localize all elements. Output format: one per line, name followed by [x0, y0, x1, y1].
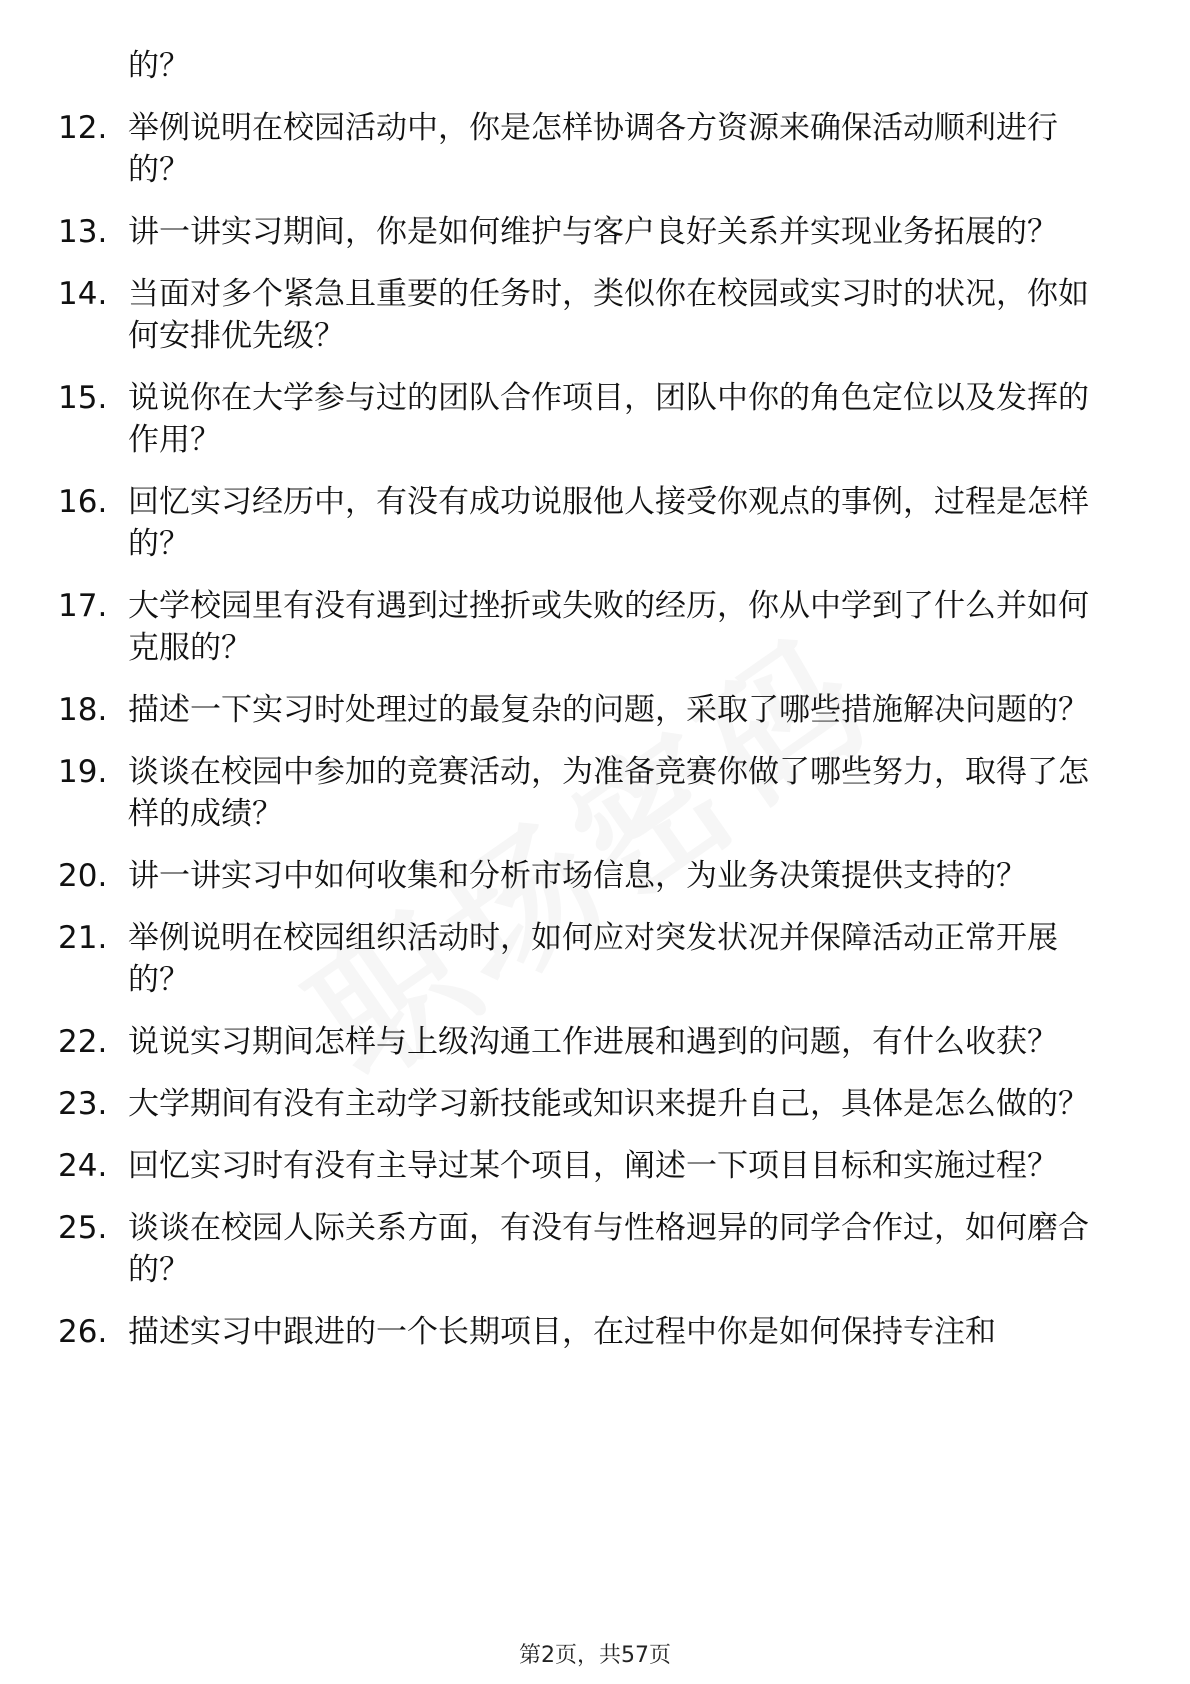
list-item [58, 1311, 1118, 1353]
list-item [58, 273, 1118, 357]
list-item [58, 1083, 1118, 1125]
item-text: 说说实习期间怎样与上级沟通工作进展和遇到的问题，有什么收获？ [128, 1024, 1058, 1060]
item-number: 16. [58, 484, 108, 520]
item-number: 21. [58, 920, 108, 956]
list-item [58, 689, 1118, 731]
list-item [58, 585, 1118, 669]
list-item [58, 751, 1118, 835]
item-text: 当面对多个紧急且重要的任务时，类似你在校园或实习时的状况，你如何安排优先级？ [128, 276, 1089, 354]
item-number: 13. [58, 214, 108, 250]
item-number: 22. [58, 1024, 108, 1060]
list-item [58, 377, 1118, 461]
item-text: 谈谈在校园中参加的竞赛活动，为准备竞赛你做了哪些努力，取得了怎样的成绩？ [128, 754, 1089, 832]
item-number: 17. [58, 588, 108, 624]
item-text: 举例说明在校园组织活动时，如何应对突发状况并保障活动正常开展的？ [128, 920, 1058, 998]
page-footer: 第2页，共57页 [519, 1643, 671, 1668]
list-item [58, 481, 1118, 565]
list-item [58, 1145, 1118, 1187]
item-text: 讲一讲实习中如何收集和分析市场信息，为业务决策提供支持的？ [128, 858, 1027, 894]
item-number: 26. [58, 1314, 108, 1350]
list-item [58, 107, 1118, 191]
item-number: 15. [58, 380, 108, 416]
item-text: 描述一下实习时处理过的最复杂的问题，采取了哪些措施解决问题的？ [128, 692, 1089, 728]
item-text: 举例说明在校园活动中，你是怎样协调各方资源来确保活动顺利进行的？ [128, 110, 1058, 188]
list-item [58, 1207, 1118, 1291]
item-text: 回忆实习经历中，有没有成功说服他人接受你观点的事例，过程是怎样的？ [128, 484, 1089, 562]
item-number: 20. [58, 858, 108, 894]
item-number: 23. [58, 1086, 108, 1122]
item-text: 大学校园里有没有遇到过挫折或失败的经历，你从中学到了什么并如何克服的？ [128, 588, 1089, 666]
item-number: 14. [58, 276, 108, 312]
item-number: 25. [58, 1210, 108, 1246]
item-text: 讲一讲实习期间，你是如何维护与客户良好关系并实现业务拓展的？ [128, 214, 1058, 250]
item-text: 谈谈在校园人际关系方面，有没有与性格迥异的同学合作过，如何磨合的？ [128, 1210, 1089, 1288]
item-number: 19. [58, 754, 108, 790]
continuation-text: 的？ [128, 48, 190, 84]
list-item [58, 211, 1118, 253]
list-item [58, 1021, 1118, 1063]
item-text: 大学期间有没有主动学习新技能或知识来提升自己，具体是怎么做的？ [128, 1086, 1089, 1122]
item-number: 12. [58, 110, 108, 146]
item-number: 18. [58, 692, 108, 728]
item-number: 24. [58, 1148, 108, 1184]
item-text: 描述实习中跟进的一个长期项目，在过程中你是如何保持专注和 [128, 1314, 996, 1350]
item-text: 回忆实习时有没有主导过某个项目，阐述一下项目目标和实施过程？ [128, 1148, 1058, 1184]
list-item [58, 855, 1118, 897]
list-item [58, 917, 1118, 1001]
question-list [58, 45, 1118, 1373]
item-text: 说说你在大学参与过的团队合作项目，团队中你的角色定位以及发挥的作用？ [128, 380, 1089, 458]
